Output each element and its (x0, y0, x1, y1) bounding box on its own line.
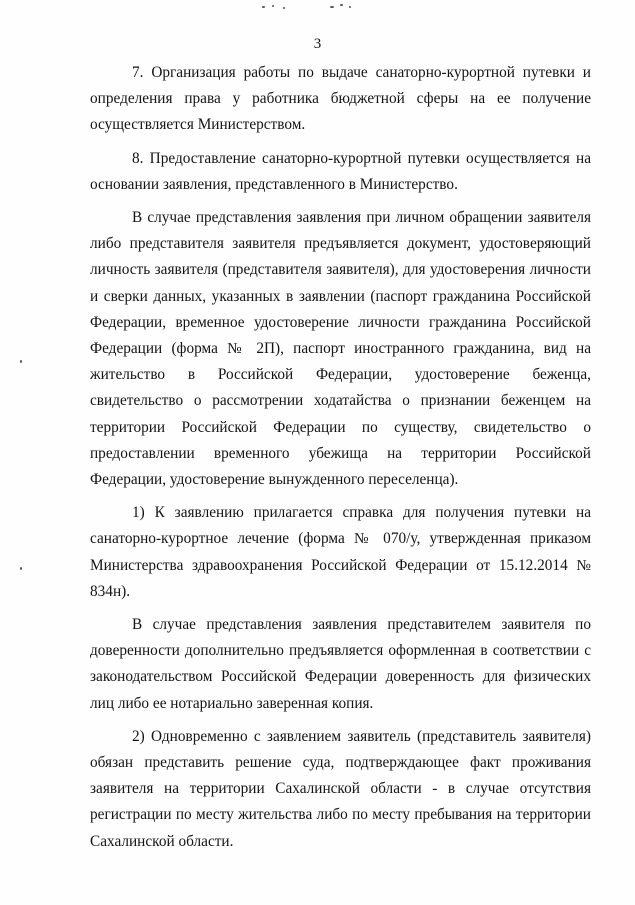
scan-artifact (349, 6, 351, 8)
scan-artifact (330, 6, 334, 8)
paragraph-subitem-2: 2) Одновременно с заявлением заявитель (представитель заявителя) обязан представить решение суда, подтверждающее факт проживания заявителя на территории Сахалинской области - в случае отсутствия регистрации по месту жительства либо по месту пребывания на территории Сахалинской области. (90, 727, 591, 850)
paragraph-item-7: 7. Организация работы по выдаче санаторно-курортной путевки и определения права у работника бюджетной сферы на ее получение осуществляется Министерством. (90, 64, 591, 134)
paragraph-identity-documents: В случае представления заявления при личном обращении заявителя либо представителя заявителя предъявляется документ, удостоверяющий личность заявителя (представителя заявителя), для удостоверения личности и сверки данных, указанных в заявлении (паспорт гражданина Российской Федерации, временное удостоверение личности гражданина Российской Федерации (форма № 2П), паспорт иностранного гражданина, вид на жительство в Российской Федерации, удостоверение беженца, свидетельство о рассмотрении ходатайства о признании беженцем на территории Российской Федерации по существу, свидетельство о предоставлении временного убежища на территории Российской Федерации, удостоверение вынужденного переселенца). (90, 209, 591, 489)
scan-artifact (340, 4, 343, 6)
paragraph-item-8: 8. Предоставление санаторно-курортной путевки осуществляется на основании заявления, представленного в Министерство. (90, 149, 591, 193)
paragraph-subitem-1: 1) К заявлению прилагается справка для получения путевки на санаторно-курортное лечение (форма № 070/у, утвержденная приказом Министерства здравоохранения Российской Федерации от 15.12.2014 № 834н). (90, 504, 591, 600)
scan-artifact (20, 567, 22, 570)
page-number: 3 (313, 36, 322, 52)
scan-artifact (283, 7, 285, 9)
scan-artifact (20, 360, 22, 363)
scan-artifact (272, 5, 274, 7)
paragraph-power-of-attorney: В случае представления заявления представителем заявителя по доверенности дополнительно предъявляется оформленная в соответствии с законодательством Российской Федерации доверенность для физических лиц либо ее нотариально заверенная копия. (90, 616, 591, 712)
scan-artifact (262, 6, 265, 8)
document-body (90, 60, 591, 862)
